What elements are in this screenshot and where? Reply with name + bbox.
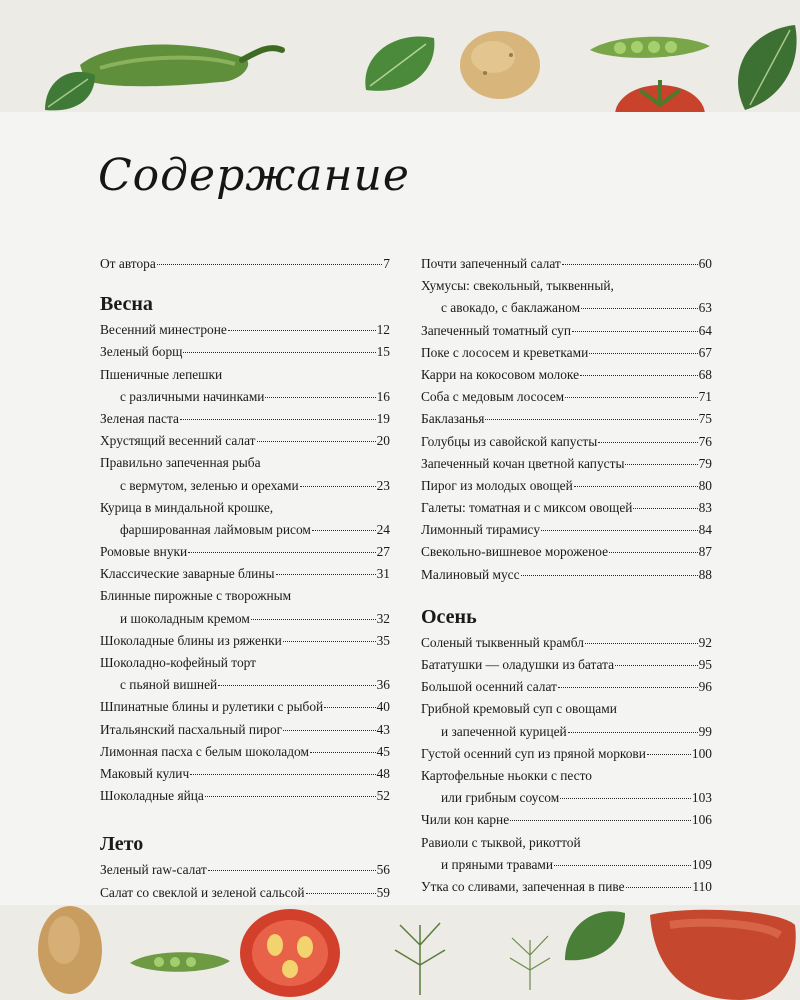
- toc-entry-row: [421, 367, 712, 389]
- toc-entry-row: [421, 635, 712, 657]
- toc-entry-row: [100, 433, 390, 455]
- page-number: 68: [698, 366, 712, 382]
- page-number: 60: [698, 256, 712, 271]
- toc-entry-title: Голубцы из савойской капусты: [421, 433, 598, 449]
- toc-entry[interactable]: [421, 567, 712, 589]
- toc-entry-row: [100, 885, 390, 907]
- toc-entry[interactable]: [421, 701, 712, 745]
- toc-entry-title: Шоколадно-кофейный торт: [100, 655, 257, 670]
- page-number: 75: [698, 411, 712, 427]
- dot-leader: [580, 375, 698, 376]
- toc-entry-title: Шоколадные яйца: [100, 788, 204, 804]
- dot-leader: [251, 619, 376, 620]
- dot-leader: [560, 798, 691, 799]
- toc-entry-title: Шоколадные блины из ряженки: [100, 632, 282, 648]
- dot-leader: [558, 687, 698, 688]
- toc-entry[interactable]: [421, 635, 712, 657]
- potato-illustration: [455, 25, 545, 105]
- dot-leader: [562, 264, 698, 265]
- toc-entry-title: и запеченной курицей: [441, 723, 567, 739]
- dill-sprig-illustration: [380, 905, 460, 995]
- pea-pod-illustration: [125, 945, 235, 980]
- dot-leader: [283, 730, 375, 731]
- dot-leader: [609, 552, 698, 553]
- toc-entry-title: Хумусы: свекольный, тыквенный,: [421, 278, 614, 294]
- dot-leader: [276, 574, 376, 575]
- dot-leader: [541, 530, 698, 531]
- dot-leader: [647, 754, 691, 755]
- toc-entry-title: с различными начинками: [120, 388, 265, 404]
- page-number: 32: [376, 610, 390, 626]
- toc-entry[interactable]: [100, 256, 390, 278]
- toc-entry-title: Поке с лососем и креветками: [421, 344, 589, 360]
- pea-pod-illustration: [585, 28, 715, 68]
- toc-entry-row: [421, 434, 712, 456]
- page-number: 23: [376, 477, 390, 493]
- toc-entry[interactable]: [100, 566, 390, 588]
- page-number: 67: [698, 344, 712, 360]
- toc-entry-row: [421, 300, 712, 322]
- toc-entry-title: Лимонная пасха с белым шоколадом: [100, 743, 309, 759]
- dot-leader: [183, 352, 375, 353]
- toc-entry-title: Большой осенний салат: [421, 679, 557, 695]
- page-number: 83: [698, 500, 712, 516]
- toc-entry-row: [421, 544, 712, 566]
- tomato-slice-illustration: [235, 905, 345, 1000]
- toc-entry-row: [421, 323, 712, 345]
- toc-entry-title: Чили кон карне: [421, 812, 510, 828]
- toc-entry[interactable]: [100, 655, 390, 699]
- toc-entry-title: Правильно запеченная рыба: [100, 455, 261, 471]
- dot-leader: [565, 397, 697, 398]
- dot-leader: [574, 486, 698, 487]
- toc-entry-row: [421, 746, 712, 768]
- toc-entry-row: [421, 724, 712, 746]
- toc-entry-title: Итальянский пасхальный пирог: [100, 721, 283, 737]
- toc-entry-row: [421, 500, 712, 522]
- page-number: 79: [698, 455, 712, 471]
- toc-entry[interactable]: [100, 766, 390, 788]
- page-number: 80: [698, 477, 712, 493]
- dot-leader: [190, 774, 375, 775]
- toc-entry-row: [100, 566, 390, 588]
- toc-entry-row: [100, 544, 390, 566]
- dot-leader: [581, 308, 698, 309]
- toc-entry-row: [100, 411, 390, 433]
- dot-leader: [265, 397, 375, 398]
- toc-entry[interactable]: [421, 345, 712, 367]
- toc-entry[interactable]: [421, 367, 712, 389]
- toc-entry-title: Соленый тыквенный крамбл: [421, 634, 584, 650]
- toc-entry-row: [100, 322, 390, 344]
- toc-entry-row: [421, 790, 712, 812]
- page-number: 31: [376, 566, 390, 582]
- toc-entry-row: [100, 722, 390, 744]
- tomato-illustration: [610, 70, 710, 115]
- page-number: 48: [376, 765, 390, 781]
- page-number: 106: [691, 812, 712, 828]
- dot-leader: [257, 441, 376, 442]
- toc-entry-row: [100, 862, 390, 884]
- toc-entry-row: [100, 611, 390, 633]
- section-heading: Осень: [421, 605, 477, 628]
- page-number: 99: [698, 723, 712, 739]
- dot-leader: [598, 442, 697, 443]
- green-pepper-illustration: [70, 20, 290, 110]
- toc-entry[interactable]: [100, 411, 390, 433]
- page-number: 76: [698, 433, 712, 449]
- toc-entry-title: Пирог из молодых овощей: [421, 477, 573, 493]
- toc-entry-row: [100, 677, 390, 699]
- dot-leader: [306, 893, 376, 894]
- toc-entry[interactable]: [100, 722, 390, 744]
- toc-entry-row: [100, 788, 390, 810]
- section-heading: Весна: [100, 293, 153, 316]
- toc-entry-title: Запеченный кочан цветной капусты: [421, 455, 625, 471]
- toc-entry-title: Малиновый мусс: [421, 566, 520, 582]
- page-number: 27: [376, 544, 390, 560]
- toc-entry-title: Соба с медовым лососем: [421, 389, 565, 405]
- toc-entry-title: Зеленый raw-салат: [100, 862, 207, 878]
- page-number: 110: [692, 878, 712, 894]
- toc-entry-title: Хрустящий весенний салат: [100, 433, 256, 449]
- page-number: 71: [698, 389, 712, 405]
- dot-leader: [626, 887, 692, 888]
- page-number: 84: [698, 522, 712, 538]
- toc-entry-title: Ромовые внуки: [100, 544, 188, 560]
- toc-entry-title: Бататушки — оладушки из батата: [421, 657, 615, 672]
- toc-entry[interactable]: [421, 835, 712, 879]
- page-number: 95: [698, 657, 712, 672]
- page-number: 92: [698, 634, 712, 650]
- toc-entry-title: и пряными травами: [441, 856, 554, 872]
- toc-entry[interactable]: [100, 633, 390, 655]
- toc-entry[interactable]: [421, 456, 712, 478]
- toc-entry-row: [100, 389, 390, 411]
- toc-entry-title: Весенний минестроне: [100, 322, 227, 338]
- toc-entry[interactable]: [100, 455, 390, 499]
- toc-entry[interactable]: [421, 389, 712, 411]
- page-number: 43: [376, 721, 390, 737]
- page-number: 19: [376, 410, 390, 426]
- toc-entry[interactable]: [100, 699, 390, 721]
- toc-entry-row: [421, 857, 712, 879]
- toc-left-column: [100, 256, 390, 907]
- toc-entry-title: Маковый кулич: [100, 765, 190, 781]
- toc-entry[interactable]: [421, 544, 712, 566]
- page-number: 36: [376, 677, 390, 693]
- page-number: 59: [376, 884, 390, 900]
- dot-leader: [572, 331, 698, 332]
- toc-entry[interactable]: [421, 478, 712, 500]
- toc-entry[interactable]: [100, 588, 390, 632]
- toc-entry-title: с вермутом, зеленью и орехами: [120, 477, 299, 493]
- toc-entry-row: [100, 744, 390, 766]
- toc-entry[interactable]: [100, 788, 390, 810]
- dot-leader: [208, 870, 376, 871]
- dot-leader: [157, 264, 382, 265]
- toc-entry-title: Карри на кокосовом молоке: [421, 366, 580, 382]
- toc-entry-title: Почти запеченный салат: [421, 256, 561, 271]
- toc-entry-title: Равиоли с тыквой, рикоттой: [421, 834, 581, 850]
- spinach-leaf-illustration: [560, 905, 630, 965]
- toc-entry-row: [421, 389, 712, 411]
- page-number: 63: [698, 300, 712, 316]
- toc-entry[interactable]: [100, 544, 390, 566]
- page-number: 64: [698, 322, 712, 338]
- dot-leader: [310, 752, 376, 753]
- toc-entry-title: Баклазанья: [421, 411, 485, 427]
- toc-entry-row: [421, 478, 712, 500]
- page-number: 45: [376, 743, 390, 759]
- toc-entry-title: с пьяной вишней: [120, 677, 218, 693]
- toc-entry[interactable]: [100, 885, 390, 907]
- page-number: 103: [691, 790, 712, 806]
- toc-entry-row: [100, 522, 390, 544]
- toc-entry-row: [421, 679, 712, 701]
- toc-entry[interactable]: [421, 323, 712, 345]
- dot-leader: [521, 575, 698, 576]
- toc-entry[interactable]: [421, 746, 712, 768]
- dot-leader: [324, 707, 375, 708]
- toc-entry[interactable]: [421, 411, 712, 433]
- toc-entry-row: [100, 699, 390, 721]
- toc-entry-title: Зеленый борщ: [100, 344, 183, 360]
- page-number: 100: [691, 745, 712, 761]
- dot-leader: [633, 508, 697, 509]
- dot-leader: [300, 486, 376, 487]
- potato-illustration: [30, 900, 110, 1000]
- toc-entry-row: [421, 345, 712, 367]
- toc-entry-row: [421, 567, 712, 589]
- page-number: 15: [376, 344, 390, 360]
- dot-leader: [283, 641, 376, 642]
- toc-entry-title: и шоколадным кремом: [120, 610, 250, 626]
- page-title: Содержание: [98, 150, 410, 201]
- toc-entry-row: [421, 657, 712, 679]
- dot-leader: [554, 865, 691, 866]
- toc-entry-row: [100, 478, 390, 500]
- spinach-leaf-illustration: [725, 20, 800, 115]
- page-number: 20: [376, 433, 390, 449]
- page-number: 40: [376, 699, 390, 715]
- toc-entry[interactable]: [421, 522, 712, 544]
- spinach-leaf-illustration: [40, 65, 100, 115]
- toc-entry[interactable]: [421, 879, 712, 901]
- toc-entry[interactable]: [100, 367, 390, 411]
- toc-entry-title: или грибным соусом: [441, 790, 560, 806]
- toc-entry-title: Лимонный тирамису: [421, 522, 541, 538]
- toc-entry-title: Галеты: томатная и с миксом овощей: [421, 500, 633, 516]
- dot-leader: [312, 530, 376, 531]
- dot-leader: [485, 419, 697, 420]
- spinach-leaf-illustration: [360, 30, 440, 100]
- toc-entry[interactable]: [100, 500, 390, 544]
- page-number: 35: [376, 632, 390, 648]
- toc-entry-title: Грибной кремовый суп с овощами: [421, 701, 617, 717]
- toc-entry[interactable]: [421, 434, 712, 456]
- toc-entry[interactable]: [100, 744, 390, 766]
- page-number: 56: [376, 862, 390, 878]
- toc-entry-row: [421, 411, 712, 433]
- toc-entry-title: Зеленая паста: [100, 410, 179, 426]
- page-number: 7: [383, 256, 390, 271]
- toc-entry-title: Шпинатные блины и рулетики с рыбой: [100, 699, 324, 715]
- toc-right-column: [421, 256, 712, 901]
- toc-entry-title: Блинные пирожные с творожным: [100, 588, 292, 604]
- page-number: 52: [376, 788, 390, 804]
- toc-entry[interactable]: [421, 500, 712, 522]
- toc-entry-row: [421, 456, 712, 478]
- toc-entry-title: Густой осенний суп из пряной моркови: [421, 745, 646, 761]
- toc-entry-title: От автора: [100, 256, 156, 271]
- section-heading: Лето: [100, 833, 144, 856]
- toc-entry[interactable]: [421, 657, 712, 679]
- toc-entry-row: [100, 766, 390, 788]
- page-number: 12: [376, 322, 390, 338]
- toc-entry-title: фаршированная лаймовым рисом: [120, 521, 311, 537]
- dot-leader: [589, 353, 697, 354]
- toc-entry-row: [421, 522, 712, 544]
- toc-entry-title: Свекольно-вишневое мороженое: [421, 544, 609, 560]
- toc-entry-title: Салат со свеклой и зеленой сальсой: [100, 884, 305, 900]
- toc-entry[interactable]: [100, 433, 390, 455]
- dot-leader: [625, 464, 697, 465]
- dot-leader: [585, 643, 698, 644]
- toc-entry[interactable]: [100, 862, 390, 884]
- toc-entry[interactable]: [421, 679, 712, 701]
- toc-entry[interactable]: [421, 256, 712, 278]
- page-number: 16: [376, 388, 390, 404]
- dot-leader: [510, 820, 691, 821]
- toc-entry[interactable]: [421, 768, 712, 812]
- dot-leader: [615, 665, 698, 666]
- toc-entry-row: [421, 812, 712, 834]
- page-number: 24: [376, 521, 390, 537]
- toc-entry[interactable]: [421, 278, 712, 322]
- dot-leader: [568, 732, 698, 733]
- toc-entry-title: с авокадо, с баклажаном: [441, 300, 581, 316]
- red-pepper-illustration: [640, 905, 800, 1000]
- page-number: 88: [698, 566, 712, 582]
- toc-entry-row: [100, 344, 390, 366]
- toc-entry-row: [100, 256, 390, 278]
- toc-entry-row: [421, 879, 712, 901]
- dot-leader: [180, 419, 376, 420]
- dot-leader: [218, 685, 375, 686]
- toc-entry-title: Классические заварные блины: [100, 566, 275, 582]
- page-number: 87: [698, 544, 712, 560]
- dill-sprig-illustration: [500, 920, 560, 990]
- toc-entry-title: Курица в миндальной крошке,: [100, 499, 274, 515]
- toc-entry-title: Пшеничные лепешки: [100, 366, 223, 382]
- page-number: 96: [698, 679, 712, 695]
- dot-leader: [188, 552, 375, 553]
- toc-entry-title: Картофельные ньокки с песто: [421, 767, 592, 783]
- toc-entry[interactable]: [100, 322, 390, 344]
- dot-leader: [228, 330, 376, 331]
- page-number: 109: [691, 856, 712, 872]
- toc-entry[interactable]: [421, 812, 712, 834]
- toc-entry-row: [421, 256, 712, 278]
- toc-entry[interactable]: [100, 344, 390, 366]
- toc-entry-row: [100, 633, 390, 655]
- dot-leader: [205, 796, 376, 797]
- toc-entry-title: Запеченный томатный суп: [421, 322, 572, 338]
- toc-entry-title: Утка со сливами, запеченная в пиве: [421, 878, 625, 894]
